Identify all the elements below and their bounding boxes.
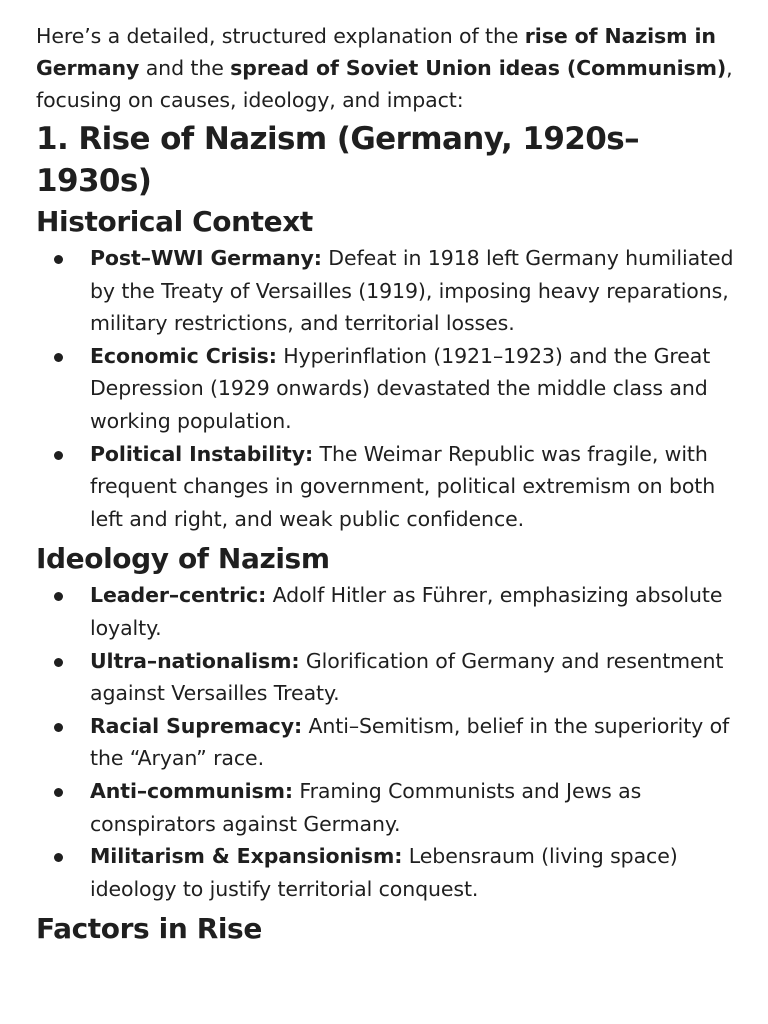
list-item-text: Framing Communists and Jews as conspirators against Germany. [90,778,642,836]
bullet-icon [54,853,63,862]
list-item-term: Post–WWI Germany: [90,246,322,270]
intro-bold-2: spread of Soviet Union ideas (Communism) [230,56,727,80]
bullet-icon [54,451,63,460]
list-item-term: Anti–communism: [90,778,293,803]
bullet-icon [54,723,63,732]
intro-bold-1: rise of Nazism in Germany [36,24,716,80]
list-item [36,242,736,340]
list-item [36,710,736,775]
intro-text-2: and the [139,56,231,80]
list-item-term: Racial Supremacy: [90,713,303,738]
bullet-icon [54,788,63,797]
section-title-rise-of-nazism: 1. Rise of Nazism (Germany, 1920s–1930s) [36,121,639,199]
list-item-text: Anti–Semitism, belief in the superiority of the “Aryan” race. [90,713,730,771]
list-item [36,645,736,710]
intro-paragraph [36,20,736,116]
list-item-term: Political Instability: [90,441,314,466]
bullet-icon [54,353,63,362]
bullet-icon [54,592,63,601]
list-item-text: Defeat in 1918 left Germany humiliated by the Treaty of Versailles (1919), imposing heavy reparations, military restrictions, and territorial losses. [90,246,734,336]
list-item-text: Lebensraum (living space) ideology to justify territorial conquest. [90,844,678,901]
list-item [36,340,736,438]
list-item-text: Adolf Hitler as Führer, emphasizing absolute loyalty. [90,583,723,640]
list-item [36,579,736,644]
list-item [36,840,736,905]
list-historical-context [36,242,736,535]
heading-ideology-of-nazism: Ideology of Nazism [36,542,330,576]
list-item-text: Hyperinflation (1921–1923) and the Great Depression (1929 onwards) devastated the middle class and working population. [90,343,711,433]
bullet-icon [54,658,63,667]
heading-factors-in-rise: Factors in Rise [36,912,262,946]
intro-text-3: , focusing on causes, ideology, and impact: [36,56,733,112]
intro-text-1: Here’s a detailed, structured explanation of the [36,24,525,48]
bullet-icon [54,255,63,264]
list-ideology [36,579,736,905]
list-item [36,775,736,840]
heading-historical-context: Historical Context [36,205,313,238]
list-item-term: Economic Crisis: [90,343,277,368]
list-item [36,438,736,536]
list-item-term: Militarism & Expansionism: [90,844,403,869]
list-item-term: Ultra–nationalism: [90,648,300,673]
list-item-text: The Weimar Republic was fragile, with frequent changes in government, political extremism on both left and right, and weak public confidence. [90,441,716,531]
list-item-text: Glorification of Germany and resentment against Versailles Treaty. [90,648,724,706]
list-item-term: Leader–centric: [90,583,267,608]
